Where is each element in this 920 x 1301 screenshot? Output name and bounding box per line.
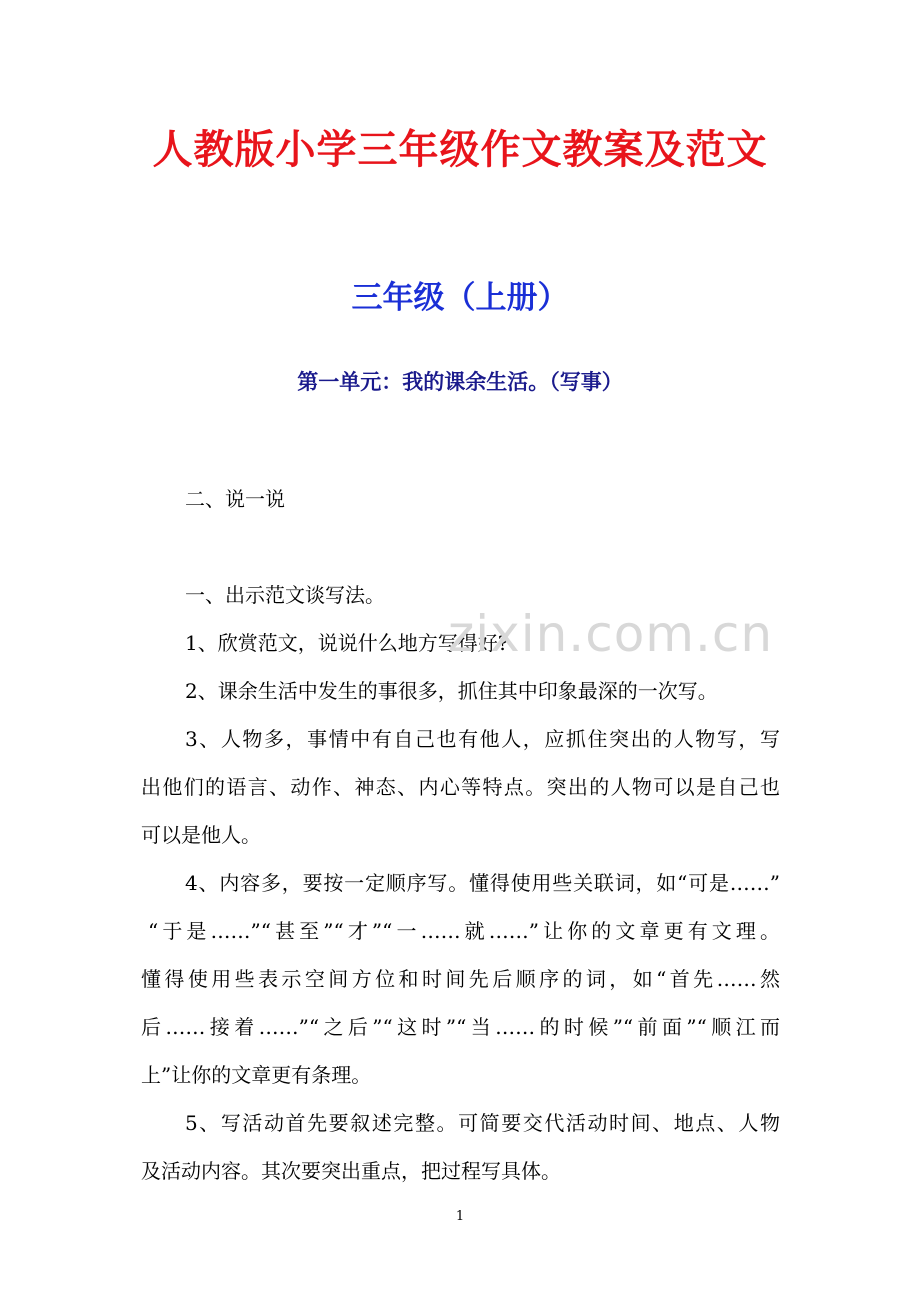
item-4-line-3: 懂得使用些表示空间方位和时间先后顺序的词，如“首先……然 (141, 967, 780, 991)
item-1: 1、欣赏范文，说说什么地方写得好? (185, 631, 509, 655)
item-4-line-1: 4、内容多，要按一定顺序写。懂得使用些关联词，如“可是……” (185, 871, 780, 895)
item-4-line-4: 后……接着……”“之后”“这时”“当……的时候”“前面”“顺江而 (141, 1015, 780, 1039)
document-title: 人教版小学三年级作文教案及范文 (152, 126, 768, 173)
item-4-line-5: 上”让你的文章更有条理。 (141, 1063, 372, 1087)
watermark-text: zixin.com.cn (448, 605, 774, 663)
item-4-line-2: “于是……”“甚至”“才”“一……就……”让你的文章更有文理。 (148, 919, 780, 943)
unit-title: 第一单元：我的课余生活。（写事） (297, 369, 623, 394)
page-number: 1 (455, 1209, 465, 1224)
item-3-line-1: 3、人物多，事情中有自己也有他人，应抓住突出的人物写，写 (185, 727, 780, 751)
item-5-line-2: 及活动内容。其次要突出重点，把过程写具体。 (141, 1159, 561, 1183)
item-5-line-1: 5、写活动首先要叙述完整。可简要交代活动时间、地点、人物 (185, 1111, 780, 1135)
item-3-line-2: 出他们的语言、动作、神态、内心等特点。突出的人物可以是自己也 (141, 775, 780, 799)
section-two-heading: 二、说一说 (185, 487, 285, 511)
item-3-line-3: 可以是他人。 (141, 823, 261, 847)
grade-title: 三年级（上册） (351, 280, 569, 316)
item-2: 2、课余生活中发生的事很多，抓住其中印象最深的一次写。 (185, 679, 718, 703)
section-one-heading: 一、出示范文谈写法。 (185, 583, 385, 607)
